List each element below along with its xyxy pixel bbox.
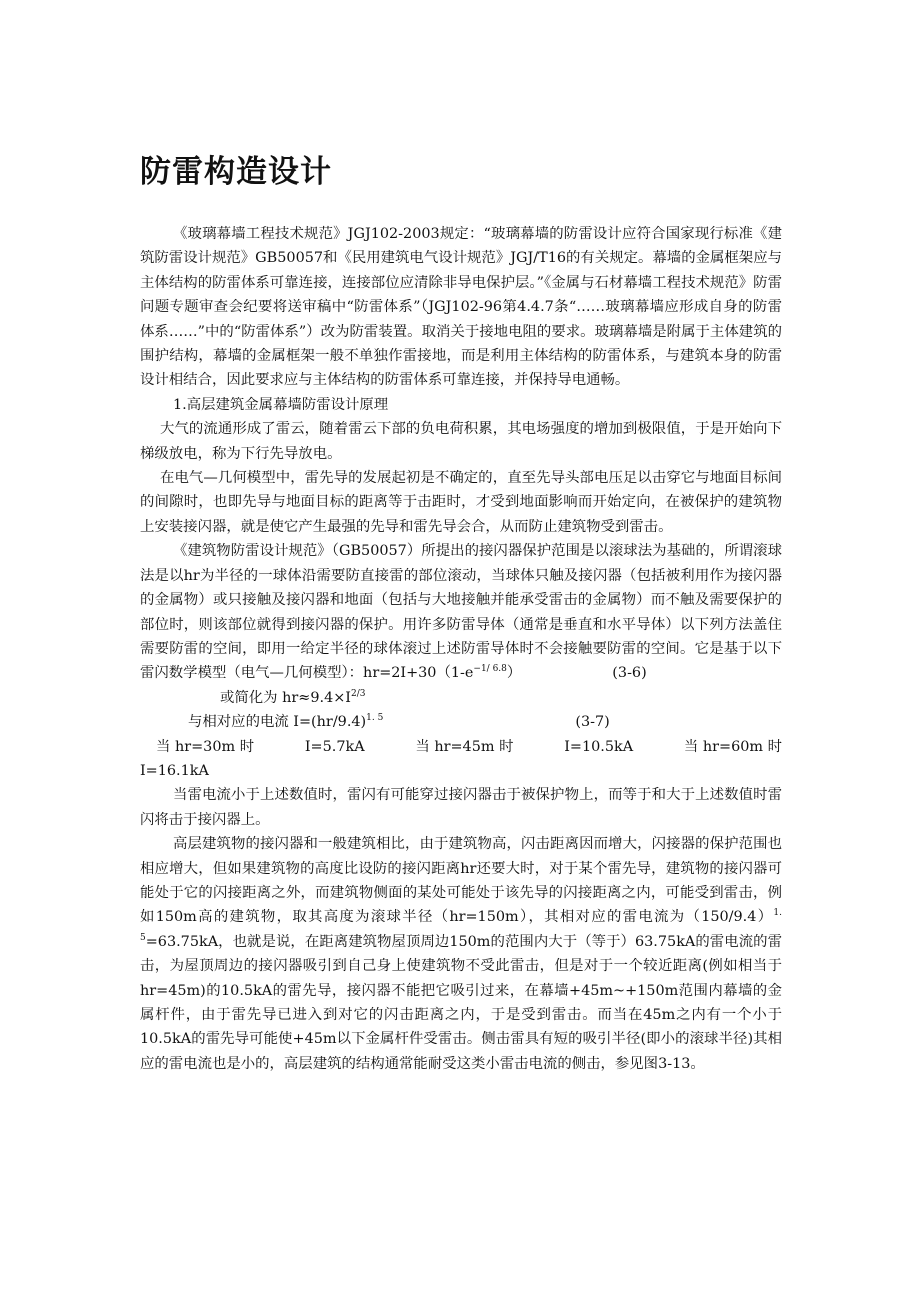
exponent: −1/ 6.8 <box>473 664 507 675</box>
formula-exponent: 2/3 <box>350 688 366 699</box>
formula-current-text: 与相对应的电流 I=(hr/9.4) <box>188 714 367 731</box>
paragraph-current-threshold: 当雷电流小于上述数值时，雷闪有可能穿过接闪器击于被保护物上，而等于和大于上述数值时雷闪将击于接闪器上。 <box>140 787 782 828</box>
paragraph-downward-leader: 大气的流通形成了雷云，随着雷云下部的负电荷积累，其电场强度的增加到极限值，于是开始向下梯级放电，称为下行先导放电。 <box>140 421 782 462</box>
formula-current <box>140 710 782 734</box>
condition-45m: 当 hr=45m 时 <box>415 738 514 755</box>
condition-30m: 当 hr=30m 时 <box>156 738 255 755</box>
closing-paren: ） <box>506 665 522 682</box>
formula-current-exponent: 1. 5 <box>366 713 384 724</box>
condition-60m: 当 hr=60m 时 <box>683 738 782 755</box>
page-title: 防雷构造设计 <box>140 154 332 190</box>
current-60m: I=16.1kA <box>140 762 209 779</box>
high-rise-exponent: 1. 5 <box>140 908 782 943</box>
section-heading: 1.高层建筑金属幕墙防雷设计原理 <box>173 396 389 413</box>
current-30m: I=5.7kA <box>304 738 365 755</box>
equation-number: (3-7) <box>575 714 610 731</box>
document-body <box>140 222 782 1076</box>
high-rise-text-b: =63.75kA，也就是说，在距离建筑物屋顶周边150m的范围内大于（等于）63.75kA的雷电流的雷击，为屋顶周边的接闪器吸引到自己身上使建筑物不受此雷击，但是对于一个较近距离(例如相当于hr=45m)的10.5kA的雷先导，接闪器不能把它吸引过来，在幕墙+45m~+150m范围内幕墙的金属杆件，由于雷先导已进入到对它的闪击距离之内，于是受到雷击。而当在45m之内有一个小于10.5kA的雷先导可能使+45m以下金属杆件受雷击。侧击雷具有短的吸引半径(即小的滚球半径)其相应的雷电流也是小的，高层建筑的结构通常能耐受这类小雷击电流的侧击，参见图3-13。 <box>140 933 782 1072</box>
high-rise-text-a: 高层建筑物的接闪器和一般建筑相比，由于建筑物高，闪击距离因而增大，闪接器的保护范围也相应增大，但如果建筑物的高度比设防的接闪距离hr还要大时，对于某个雷先导，建筑物的接闪器可能处于它的闪接距离之外，而建筑物侧面的某处可能处于该先导的闪接距离之内，可能受到雷击，例如150m高的建筑物，取其高度为滚球半径（hr=150m），其相对应的雷电流为（150/9.4） <box>140 836 782 926</box>
rolling-sphere-text: 《建筑物防雷设计规范》（GB50057）所提出的接闪器保护范围是以滚球法为基础的，所谓滚球法是以hr为半径的一球体沿需要防直接雷的部位滚动，当球体只触及接闪器（包括被利用作为接闪器的金属物）或只接触及接闪器和地面（包括与大地接触并能承受雷击的金属物）而不触及需要保护的部位时，则该部位就得到接闪器的保护。用许多防雷导体（通常是垂直和水平导体）以下列方法盖住需要防雷的空间，即用一给定半径的球体滚过上述防雷导体时不会接触要防雷的空间。它是基于以下雷闪数学模型（电气—几何模型）：hr=2I+30（1-e <box>140 543 782 682</box>
paragraph-high-rise <box>140 832 782 1076</box>
equation-number: (3-6) <box>612 665 647 682</box>
formula-simplified-text: 或简化为 hr≈9.4×I <box>220 689 351 706</box>
paragraph-standards: 《玻璃幕墙工程技术规范》JGJ102-2003规定：“玻璃幕墙的防雷设计应符合国家现行标准《建筑防雷设计规范》GB50057和《民用建筑电气设计规范》JGJ/T16的有关规定。幕墙的金属框架应与主体结构的防雷体系可靠连接，连接部位应清除非导电保护层。”《金属与石材幕墙工程技术规范》防雷问题专题审查会纪要将送审稿中“防雷体系”（JGJ102-96第4.4.7条“……玻璃幕墙应形成自身的防雷体系……”中的“防雷体系”）改为防雷装置。取消关于接地电阻的要求。玻璃幕墙是附属于主体建筑的围护结构，幕墙的金属框架一般不单独作雷接地，而是利用主体结构的防雷体系，与建筑本身的防雷设计相结合，因此要求应与主体结构的防雷体系可靠连接，并保持导电通畅。 <box>140 226 782 389</box>
current-45m: I=10.5kA <box>564 738 634 755</box>
formula-simplified <box>140 686 782 710</box>
paragraph-electro-geometric-model: 在电气—几何模型中，雷先导的发展起初是不确定的，直至先导头部电压足以击穿它与地面目标间的间隙时，也即先导与地面目标的距离等于击距时，才受到地面影响而开始定向，在被保护的建筑物上安装接闪器，就是使它产生最强的先导和雷先导会合，从而防止建筑物受到雷击。 <box>140 470 782 535</box>
conditions-row <box>140 735 782 759</box>
paragraph-rolling-sphere <box>140 539 782 685</box>
